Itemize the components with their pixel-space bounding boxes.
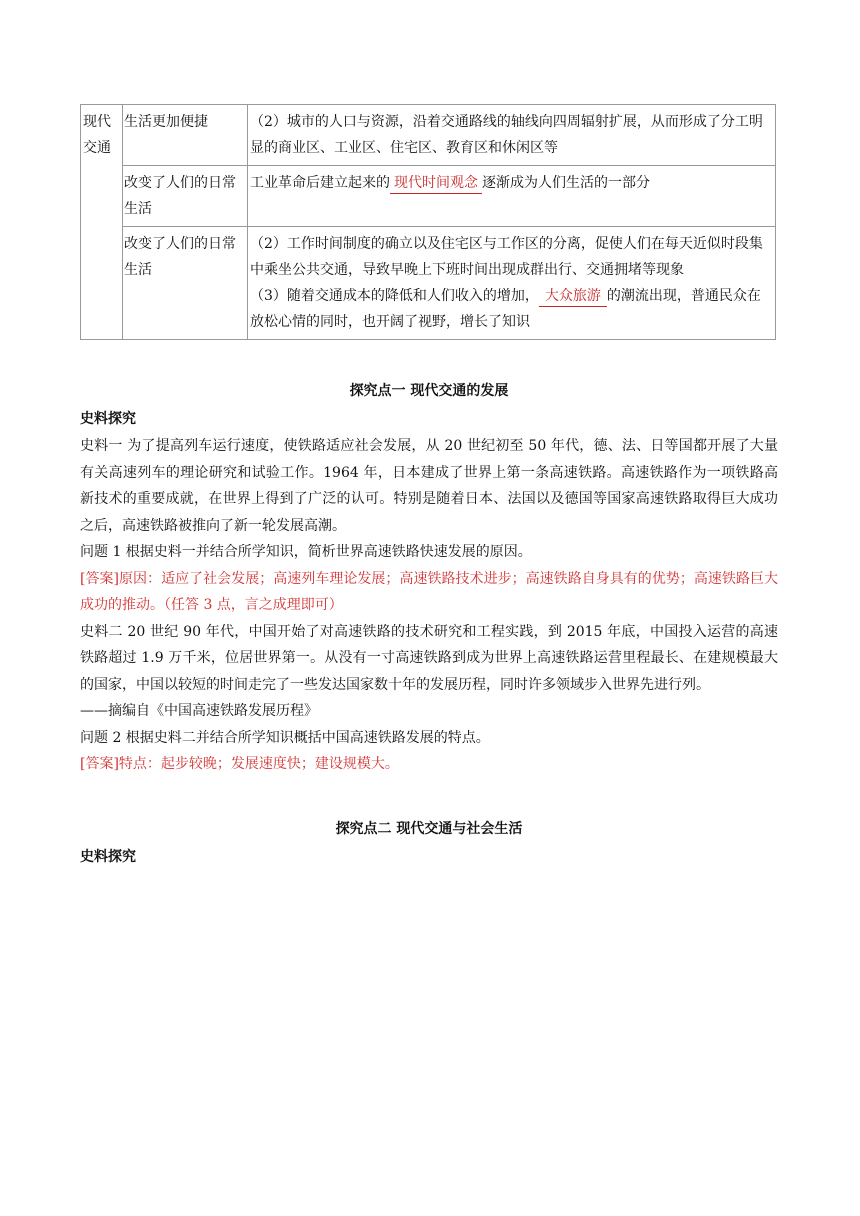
table-row xyxy=(81,227,776,340)
aspect-cell: 改变了人们的日常生活 xyxy=(123,227,248,340)
aspect-cell: 生活更加便捷 xyxy=(123,105,248,166)
section-title: 探究点一 现代交通的发展 xyxy=(349,383,509,399)
content-text: （3）随着交通成本的降低和人们收入的增加， xyxy=(250,288,539,304)
table-row xyxy=(81,105,776,166)
question-paragraph: 问题 2 根据史料二并结合所学知识概括中国高速铁路发展的特点。 xyxy=(80,729,490,746)
content-text: 的潮流出现，普通民众在放松心情的同时，也开阔了视野，增长了知识 xyxy=(250,288,761,330)
content-text: 工业革命后建立起来的 xyxy=(250,175,390,191)
content-cell xyxy=(248,227,776,340)
content-cell: （2）城市的人口与资源，沿着交通路线的轴线向四周辐射扩展，从而形成了分工明显的商业区、工业区、住宅区、教育区和休闲区等 xyxy=(248,105,776,166)
subsection-title: 史料探究 xyxy=(80,848,136,865)
category-cell: 现代交通 xyxy=(81,105,123,340)
table-row xyxy=(81,166,776,227)
summary-table xyxy=(80,104,776,340)
content-cell xyxy=(248,166,776,227)
question-paragraph: 问题 1 根据史料一并结合所学知识，简析世界高速铁路快速发展的原因。 xyxy=(80,544,532,560)
answer-paragraph: [答案]原因：适应了社会发展；高速列车理论发展；高速铁路技术进步；高速铁路自身具有的优势；高速铁路巨大成功的推动。（任答 3 点，言之成理即可） xyxy=(80,570,778,613)
document-page xyxy=(80,104,778,866)
content-text: 逐渐成为人们生活的一部分 xyxy=(482,175,650,191)
aspect-cell: 改变了人们的日常生活 xyxy=(123,166,248,227)
content-paragraph xyxy=(250,283,773,335)
section-title: 探究点二 现代交通与社会生活 xyxy=(335,820,523,837)
source-citation: ——摘编自《中国高速铁路发展历程》 xyxy=(80,703,318,719)
material-paragraph: 史料二 20 世纪 90 年代，中国开始了对高速铁路的技术研究和工程实践，到 2015 年底，中国投入运营的高速铁路超过 1.9 万千米，位居世界第一。从没有一寸高速铁路到成为世界上高速铁路运营里程最长、在建规模最大的国家，中国以较短的时间走完了一些发达国家数十年的发展历程，同时许多领域步入世界先进行列。 xyxy=(80,623,778,693)
fill-blank-answer: 现代时间观念 xyxy=(390,173,482,194)
fill-blank-answer: 大众旅游 xyxy=(539,286,607,307)
content-paragraph: （2）工作时间制度的确立以及住宅区与工作区的分离，促使人们在每天近似时段集中乘坐公共交通，导致早晚上下班时间出现成群出行、交通拥堵等现象 xyxy=(250,236,763,278)
answer-paragraph: [答案]特点：起步较晚；发展速度快；建设规模大。 xyxy=(80,756,399,772)
material-paragraph: 史料一 为了提高列车运行速度，使铁路适应社会发展，从 20 世纪初至 50 年代，德、法、日等国都开展了大量有关高速列车的理论研究和试验工作。1964 年，日本建成了世界上第一条高速铁路。高速铁路作为一项铁路高新技术的重要成就，在世界上得到了广泛的认可。特别是随着日本、法国以及德国等国家高速铁路取得巨大成功之后，高速铁路被推向了新一轮发展高潮。 xyxy=(80,438,778,534)
subsection-title: 史料探究 xyxy=(80,411,136,427)
